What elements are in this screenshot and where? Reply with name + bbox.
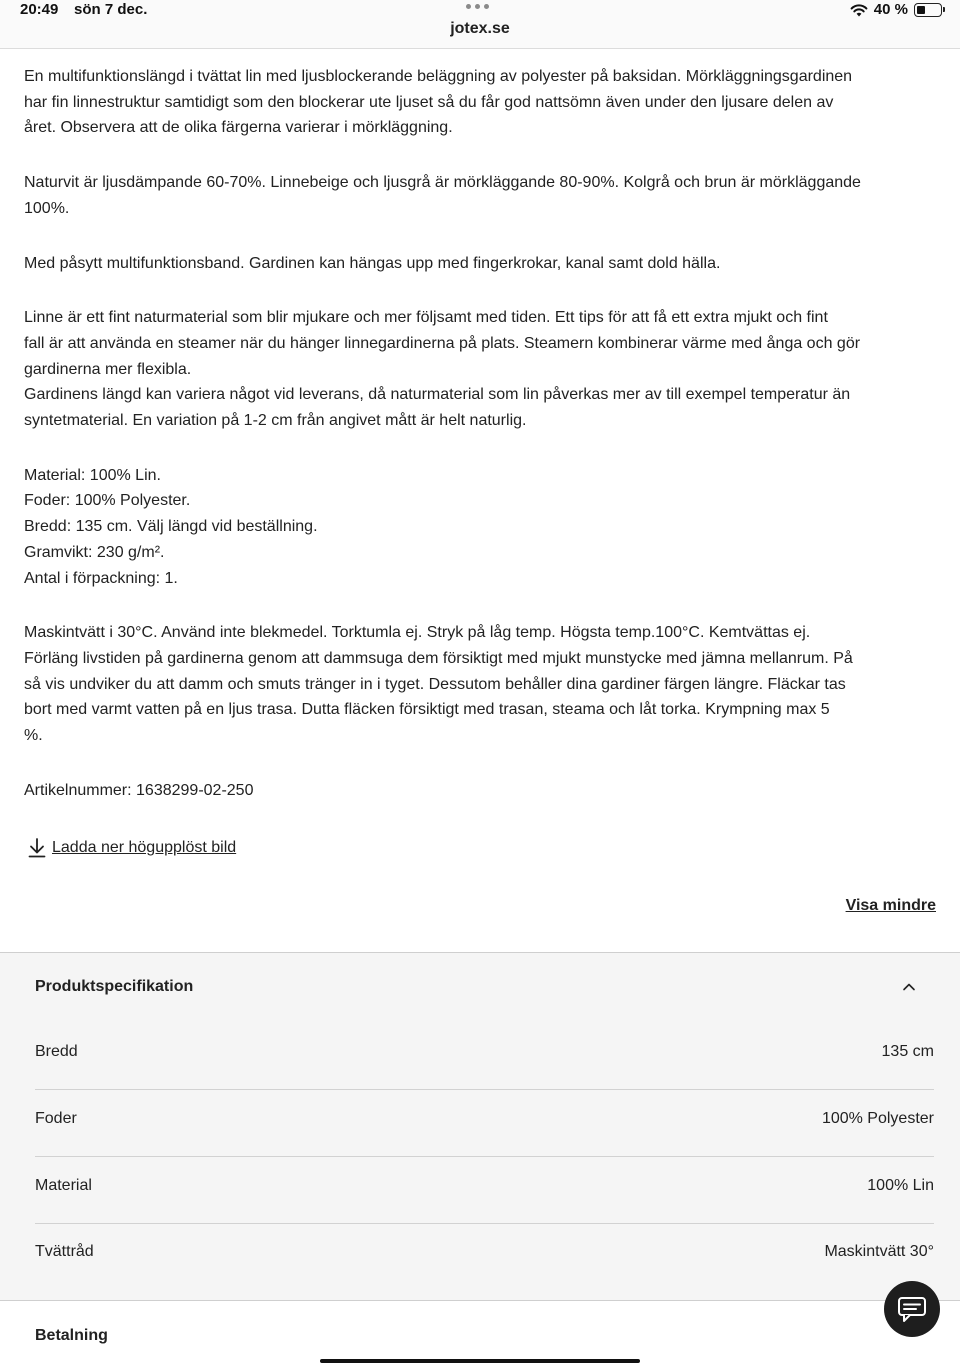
home-indicator[interactable] — [320, 1359, 640, 1363]
status-bar — [0, 0, 960, 49]
fact-width: Bredd: 135 cm. Välj längd vid beställning. — [24, 518, 318, 536]
download-image-link[interactable] — [28, 838, 236, 858]
fact-material: Material: 100% Lin. — [24, 466, 161, 484]
address-bar-url[interactable]: jotex.se — [450, 20, 510, 37]
description-line: året. Observera att de olika färgerna varierar i mörkläggning. — [24, 119, 453, 137]
description-line: gardinerna mer flexibla. — [24, 360, 192, 378]
spec-row-material — [35, 1157, 934, 1224]
spec-title[interactable]: Produktspecifikation — [35, 978, 194, 995]
wifi-icon — [850, 3, 868, 17]
care-instructions — [24, 620, 936, 749]
multitasking-dots-icon[interactable] — [466, 4, 489, 9]
fact-package-count: Antal i förpackning: 1. — [24, 569, 178, 587]
description-line: Naturvit är ljusdämpande 60-70%. Linnebeige och ljusgrå är mörkläggande 80-90%. Kolgrå och brun är mörkläggande — [24, 174, 861, 192]
description-line: %. — [24, 727, 43, 745]
description-line: syntetmaterial. En variation på 1-2 cm från angivet mått är helt naturlig. — [24, 412, 527, 430]
description-paragraph — [24, 305, 936, 434]
fact-lining: Foder: 100% Polyester. — [24, 492, 191, 510]
spec-label: Tvättråd — [35, 1243, 94, 1260]
description-line: Förläng livstiden på gardinerna genom att dammsuga dem försiktigt med mjukt munstycke med jämna mellanrum. På — [24, 649, 853, 667]
article-number-text: Artikelnummer: 1638299-02-250 — [24, 781, 254, 799]
battery-icon — [914, 3, 942, 17]
description-line: 100%. — [24, 199, 70, 217]
payment-section[interactable] — [0, 1301, 960, 1363]
status-date: sön 7 dec. — [74, 1, 148, 18]
description-line: har fin linnestruktur samtidigt som den blockerar ute ljuset så du får god nattsömn även under den ljusare delen av — [24, 93, 834, 111]
material-facts — [24, 463, 936, 592]
spec-value: 135 cm — [881, 1043, 934, 1060]
spec-label: Bredd — [35, 1043, 78, 1060]
download-icon — [28, 838, 46, 858]
spec-row-care — [35, 1223, 934, 1289]
spec-row-width — [35, 1023, 934, 1090]
battery-percent: 40 % — [873, 1, 908, 18]
spec-value: 100% Lin — [867, 1177, 934, 1194]
description-paragraph — [24, 170, 936, 221]
description-line: En multifunktionslängd i tvättat lin med ljusblockerande beläggning av polyester på baksidan. Mörkläggningsgardinen — [24, 68, 853, 85]
description-line: Maskintvätt i 30°C. Använd inte blekmedel. Torktumla ej. Stryk på låg temp. Högsta temp.100°C. Kemtvättas ej. — [24, 624, 811, 642]
product-description — [24, 64, 936, 832]
description-line: Linne är ett fint naturmaterial som blir mjukare och mer följsamt med tiden. Ett tips för att få ett extra mjukt och fint — [24, 309, 828, 327]
description-line: så vis undviker du att damm och smuts tränger in i tyget. Dessutom behåller dina gardiner färgen längre. Fläckar tas — [24, 675, 846, 693]
description-line: Gardinens längd kan variera något vid leverans, då naturmaterial som lin påverkas mer av till exempel temperatur än — [24, 386, 851, 404]
payment-title[interactable]: Betalning — [35, 1327, 108, 1344]
description-paragraph — [24, 64, 936, 141]
fact-weight: Gramvikt: 230 g/m². — [24, 543, 165, 561]
spec-value: Maskintvätt 30° — [824, 1243, 934, 1260]
show-less-button[interactable]: Visa mindre — [845, 897, 936, 914]
chevron-up-icon[interactable] — [902, 982, 916, 991]
product-specification-section — [0, 953, 960, 1301]
spec-value: 100% Polyester — [821, 1110, 934, 1127]
description-line: fall är att använda en steamer när du hänger linnegardinerna på plats. Steamern kombinerar värme med ånga och gör — [24, 334, 861, 352]
description-line: bort med varmt vatten på en ljus trasa. Dutta fläcken försiktigt med trasan, steama och låt torka. Krympning max 5 — [24, 701, 830, 719]
description-paragraph — [24, 251, 936, 277]
spec-row-lining — [35, 1090, 934, 1157]
spec-label: Material — [35, 1177, 92, 1194]
spec-label: Foder — [35, 1110, 77, 1127]
chat-icon — [897, 1295, 927, 1323]
article-number — [24, 778, 936, 804]
status-time: 20:49 — [20, 1, 59, 18]
description-line: Med påsytt multifunktionsband. Gardinen kan hängas upp med fingerkrokar, kanal samt dold hälla. — [24, 254, 721, 272]
download-link-label[interactable]: Ladda ner högupplöst bild — [52, 839, 237, 856]
chat-button[interactable] — [884, 1281, 940, 1337]
status-indicators — [850, 1, 942, 18]
